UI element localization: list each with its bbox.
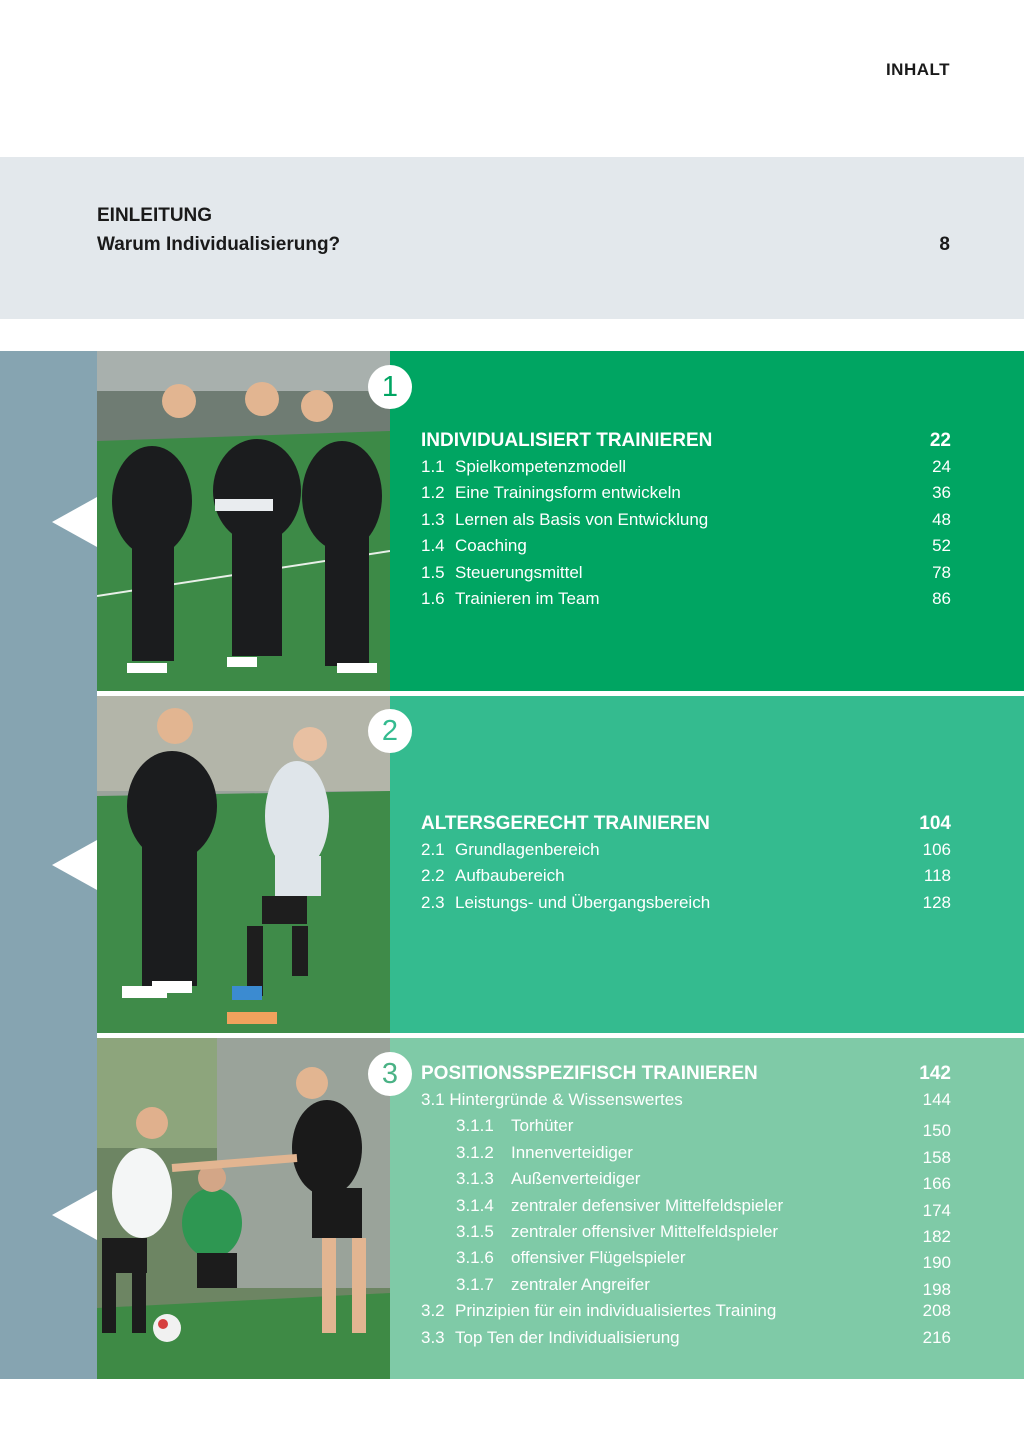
toc-number: 1.6 <box>421 588 445 608</box>
toc-label: zentraler offensiver Mittelfeldspieler <box>511 1221 779 1241</box>
toc-page: 106 <box>922 840 951 859</box>
toc-number: 3.1.5 <box>456 1221 494 1241</box>
section-1-photo <box>97 351 390 691</box>
toc-label: Coaching <box>455 536 527 556</box>
toc-label: 3.1 Hintergründe & Wissenswertes <box>421 1090 683 1109</box>
chapter-page: 104 <box>919 813 951 834</box>
toc-number: 3.1.2 <box>456 1142 494 1162</box>
intro-title: EINLEITUNG <box>97 205 213 226</box>
toc-row[interactable] <box>421 840 951 866</box>
toc-chapter-row[interactable] <box>421 813 951 840</box>
toc-page: 182 <box>922 1226 951 1246</box>
toc-page: 118 <box>923 866 951 886</box>
toc-page: 144 <box>922 1090 951 1109</box>
toc-row[interactable] <box>421 1328 951 1354</box>
toc-number: 3.1.3 <box>456 1169 494 1189</box>
toc-subrow[interactable] <box>421 1248 951 1274</box>
toc-label: Trainieren im Team <box>455 588 600 608</box>
toc-page: 190 <box>922 1253 951 1273</box>
page-header-label: INHALT <box>885 60 950 79</box>
toc-page: 174 <box>922 1200 951 1220</box>
section-3-toc <box>421 1063 951 1354</box>
toc-label: Innenverteidiger <box>511 1142 633 1162</box>
toc-number: 2.1 <box>421 840 445 859</box>
toc-label: Torhüter <box>511 1116 574 1136</box>
toc-number: 1.1 <box>421 457 445 476</box>
toc-label: Spielkompetenzmodell <box>455 457 627 476</box>
toc-label: Leistungs- und Übergangsbereich <box>455 892 711 912</box>
toc-chapter-row[interactable] <box>421 1063 951 1090</box>
toc-label: zentraler Angreifer <box>511 1274 650 1294</box>
chapter-page: 142 <box>919 1063 951 1084</box>
toc-number: 1.3 <box>421 509 445 529</box>
toc-number: 2.2 <box>421 866 445 886</box>
toc-page: 24 <box>932 457 951 476</box>
toc-label: Lernen als Basis von Entwicklung <box>455 509 709 529</box>
section-2-number-badge: 2 <box>368 709 412 753</box>
section-3-number-badge: 3 <box>368 1052 412 1096</box>
toc-number: 3.1.7 <box>456 1274 494 1294</box>
toc-row[interactable] <box>421 589 951 615</box>
toc-page: 158 <box>922 1147 951 1167</box>
toc-subrow[interactable] <box>421 1222 951 1248</box>
toc-page: 198 <box>922 1279 951 1299</box>
toc-row[interactable] <box>421 1301 951 1327</box>
toc-label: Steuerungsmittel <box>455 562 583 582</box>
left-arrow-icon <box>52 840 97 890</box>
toc-page: 150 <box>922 1121 951 1141</box>
toc-row[interactable] <box>421 893 951 919</box>
toc-subrow[interactable] <box>421 1116 951 1142</box>
toc-number: 3.1.6 <box>456 1248 494 1268</box>
toc-label: Grundlagenbereich <box>455 840 600 859</box>
toc-label: Aufbaubereich <box>455 866 565 886</box>
section-1-number-badge: 1 <box>368 365 412 409</box>
toc-page: 52 <box>932 536 951 556</box>
toc-number: 1.4 <box>421 536 445 556</box>
toc-page: 208 <box>922 1301 951 1321</box>
toc-label: offensiver Flügelspieler <box>511 1248 686 1268</box>
toc-chapter-row[interactable] <box>421 430 951 457</box>
toc-row[interactable] <box>421 483 951 509</box>
chapter-title: POSITIONSSPEZIFISCH TRAINIEREN <box>421 1063 758 1084</box>
toc-label: Eine Trainingsform entwickeln <box>455 483 681 503</box>
toc-label: Top Ten der Individualisierung <box>455 1327 680 1347</box>
toc-number: 1.2 <box>421 483 445 503</box>
intro-page-number: 8 <box>939 234 950 255</box>
left-arrow-icon <box>52 1190 97 1240</box>
toc-subrow[interactable] <box>421 1169 951 1195</box>
chapter-title: INDIVIDUALISIERT TRAINIEREN <box>421 430 713 451</box>
toc-number: 3.2 <box>421 1301 445 1321</box>
toc-subrow[interactable] <box>421 1275 951 1301</box>
section-3-photo <box>97 1038 390 1379</box>
toc-page: 48 <box>932 509 951 529</box>
toc-number: 3.1.1 <box>456 1116 494 1136</box>
toc-page: 216 <box>922 1327 951 1347</box>
intro-subtitle[interactable]: Warum Individualisierung? <box>97 234 341 255</box>
toc-number: 3.1.4 <box>456 1195 494 1215</box>
toc-row[interactable] <box>421 510 951 536</box>
toc-page: 36 <box>932 483 951 503</box>
toc-subrow[interactable] <box>421 1196 951 1222</box>
toc-label: Prinzipien für ein individualisiertes Training <box>455 1301 777 1321</box>
toc-page: 78 <box>932 562 951 582</box>
chapter-title: ALTERSGERECHT TRAINIEREN <box>421 813 710 834</box>
section-2-photo <box>97 696 390 1033</box>
section-2-toc <box>421 813 951 919</box>
toc-label: zentraler defensiver Mittelfeldspieler <box>511 1195 784 1215</box>
toc-number: 1.5 <box>421 562 445 582</box>
toc-row[interactable] <box>421 457 951 483</box>
toc-row[interactable] <box>421 536 951 562</box>
chapter-page: 22 <box>929 430 951 451</box>
toc-number: 2.3 <box>421 892 445 912</box>
toc-page: 166 <box>922 1174 951 1194</box>
left-arrow-icon <box>52 497 97 547</box>
section-1-toc <box>421 430 951 615</box>
toc-page: 128 <box>922 892 951 912</box>
toc-row[interactable] <box>421 866 951 892</box>
toc-page: 86 <box>932 588 951 608</box>
toc-number: 3.3 <box>421 1327 445 1347</box>
toc-label: Außenverteidiger <box>511 1169 641 1189</box>
toc-subrow[interactable] <box>421 1143 951 1169</box>
toc-row[interactable] <box>421 563 951 589</box>
toc-row[interactable] <box>421 1090 951 1116</box>
